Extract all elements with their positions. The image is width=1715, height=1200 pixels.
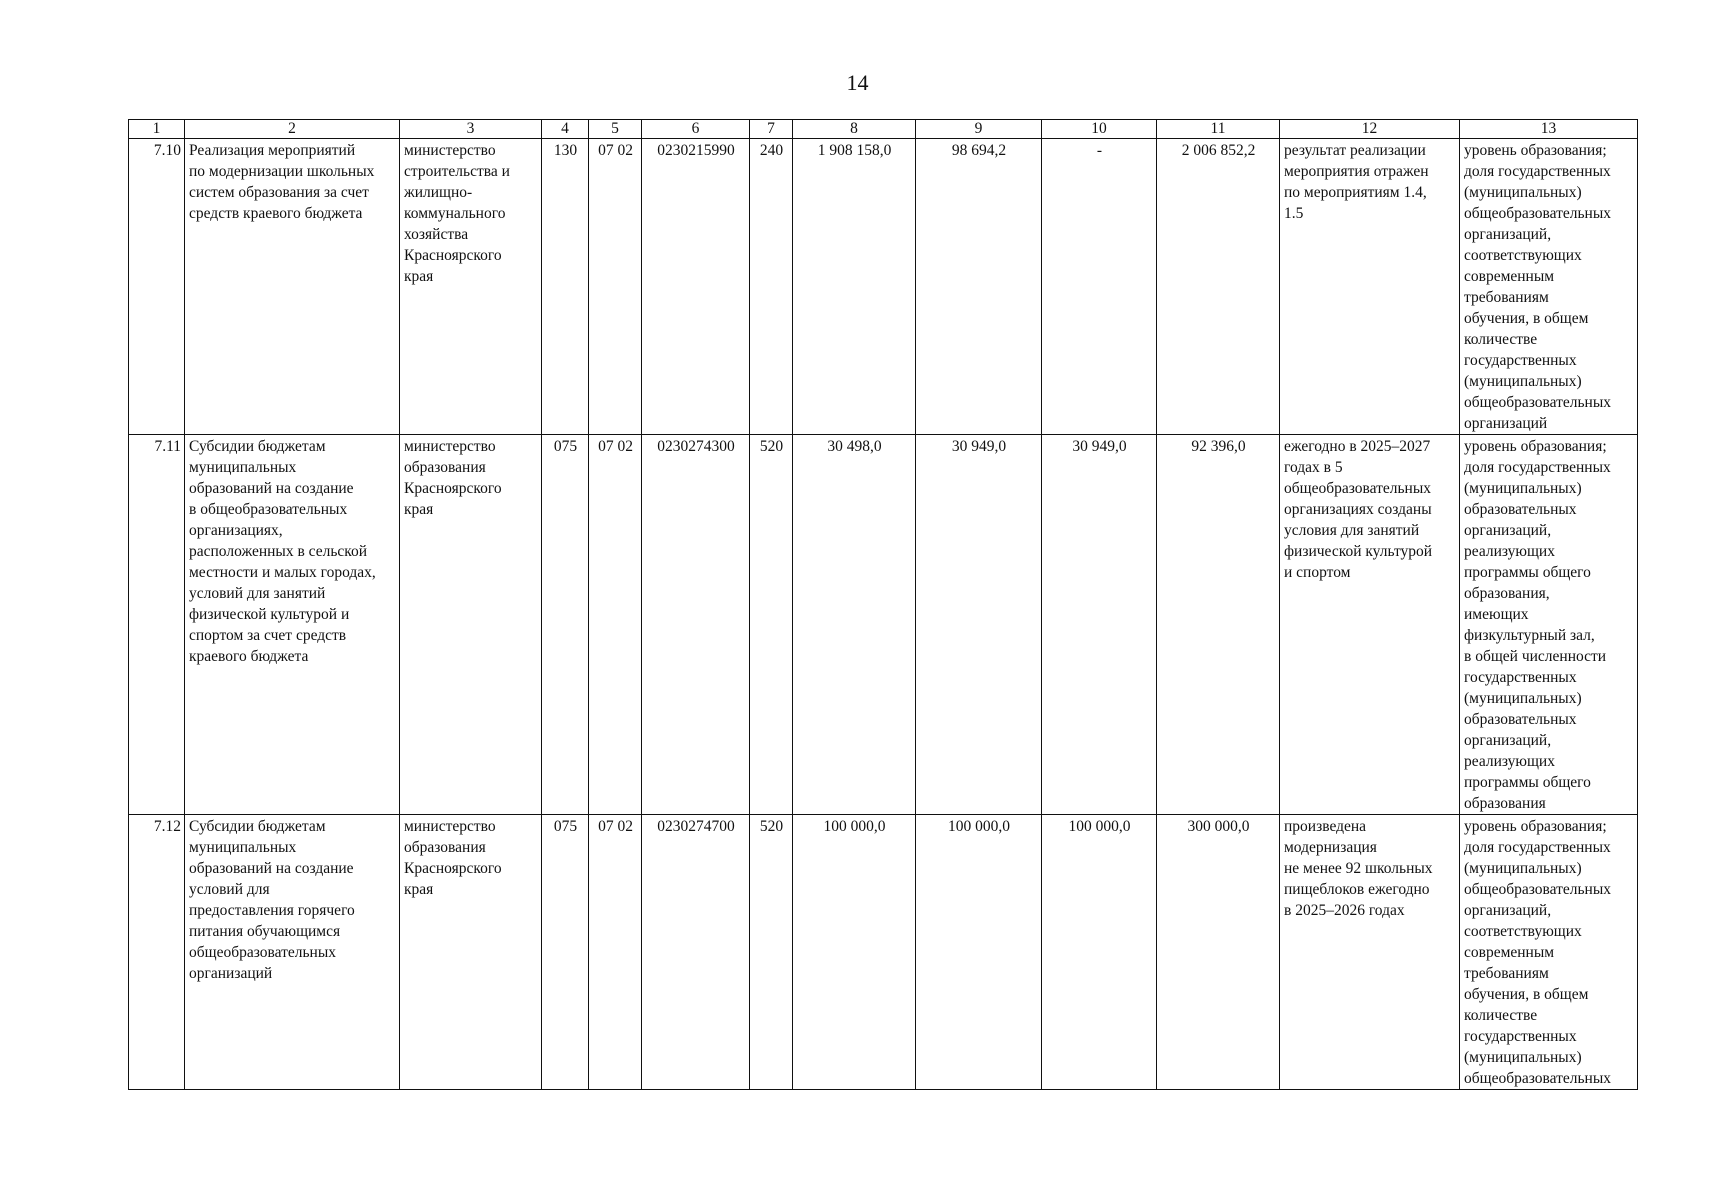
column-header: 1 [129, 120, 185, 139]
cell-expense-type-code: 520 [750, 435, 793, 815]
text-line: организациях созданы [1284, 501, 1432, 518]
text-line: образования [404, 839, 486, 856]
text-line: (муниципальных) [1464, 373, 1582, 390]
column-header: 2 [185, 120, 400, 139]
text-line: модернизация [1284, 839, 1377, 856]
text-line: образовательных [1464, 501, 1577, 518]
cell-item-number: 7.11 [129, 435, 185, 815]
text-line: результат реализации [1284, 142, 1426, 159]
cell-amount-col-9: 30 949,0 [916, 435, 1042, 815]
text-line: организаций [189, 965, 273, 982]
text-line: физической культурой [1284, 543, 1433, 560]
text-line: Красноярского [404, 247, 502, 264]
text-line: обучения, в общем [1464, 986, 1589, 1003]
text-line: общеобразовательных [189, 944, 337, 961]
text-line: доля государственных [1464, 163, 1611, 180]
page-number: 14 [846, 70, 869, 95]
table-row [129, 815, 1638, 1090]
text-line: образовательных [1464, 711, 1577, 728]
table-row [129, 139, 1638, 435]
cell-amount-col-8: 1 908 158,0 [793, 139, 916, 435]
text-line: организаций [1464, 415, 1548, 432]
text-line: образования [404, 459, 486, 476]
text-line: программы общего [1464, 564, 1591, 581]
text-line: образования, [1464, 585, 1550, 602]
column-header: 3 [400, 120, 542, 139]
cell-section-code: 07 02 [589, 139, 642, 435]
text-line: ежегодно в 2025–2027 [1284, 438, 1431, 455]
text-line: требованиям [1464, 289, 1549, 306]
text-line: 1.5 [1284, 205, 1304, 222]
text-line: мероприятия отражен [1284, 163, 1429, 180]
text-line: уровень образования; [1464, 438, 1607, 455]
cell-activity-name [185, 815, 400, 1090]
text-line: соответствующих [1464, 247, 1582, 264]
text-line: муниципальных [189, 839, 297, 856]
text-line: и спортом [1284, 564, 1351, 581]
cell-amount-col-10: 100 000,0 [1042, 815, 1157, 1090]
text-line: организациях, [189, 522, 283, 539]
text-line: обучения, в общем [1464, 310, 1589, 327]
cell-activity-name [185, 139, 400, 435]
cell-indicator [1460, 435, 1638, 815]
column-header: 9 [916, 120, 1042, 139]
text-line: краевого бюджета [189, 648, 309, 665]
text-line: годах в 5 [1284, 459, 1343, 476]
text-line: (муниципальных) [1464, 690, 1582, 707]
text-line: современным [1464, 944, 1555, 961]
text-line: физической культурой и [189, 606, 350, 623]
cell-amount-col-10: - [1042, 139, 1157, 435]
text-line: Красноярского [404, 860, 502, 877]
cell-executor [400, 435, 542, 815]
cell-expense-type-code: 520 [750, 815, 793, 1090]
cell-expected-result [1280, 815, 1460, 1090]
text-line: средств краевого бюджета [189, 205, 363, 222]
cell-indicator [1460, 815, 1638, 1090]
text-line: государственных [1464, 669, 1577, 686]
column-header: 7 [750, 120, 793, 139]
text-line: по модернизации школьных [189, 163, 375, 180]
text-line: Субсидии бюджетам [189, 818, 326, 835]
column-header: 13 [1460, 120, 1638, 139]
text-line: доля государственных [1464, 839, 1611, 856]
text-line: имеющих [1464, 606, 1529, 623]
table-header-row [129, 120, 1638, 139]
cell-target-article-code: 0230215990 [642, 139, 750, 435]
text-line: Субсидии бюджетам [189, 438, 326, 455]
text-line: по мероприятиям 1.4, [1284, 184, 1427, 201]
text-line: (муниципальных) [1464, 184, 1582, 201]
cell-target-article-code: 0230274300 [642, 435, 750, 815]
cell-grbs-code: 075 [542, 435, 589, 815]
text-line: расположенных в сельской [189, 543, 368, 560]
text-line: программы общего [1464, 774, 1591, 791]
text-line: соответствующих [1464, 923, 1582, 940]
text-line: муниципальных [189, 459, 297, 476]
text-line: образований на создание [189, 480, 354, 497]
text-line: министерство [404, 818, 496, 835]
text-line: Реализация мероприятий [189, 142, 356, 159]
cell-amount-col-11: 300 000,0 [1157, 815, 1280, 1090]
text-line: коммунального [404, 205, 506, 222]
program-table [128, 119, 1638, 1090]
cell-expected-result [1280, 435, 1460, 815]
column-header: 4 [542, 120, 589, 139]
cell-amount-col-9: 100 000,0 [916, 815, 1042, 1090]
text-line: (муниципальных) [1464, 1049, 1582, 1066]
text-line: условий для занятий [189, 585, 326, 602]
text-line: количестве [1464, 331, 1538, 348]
text-line: условия для занятий [1284, 522, 1420, 539]
text-line: края [404, 881, 434, 898]
text-line: реализующих [1464, 543, 1555, 560]
table-body [129, 139, 1638, 1090]
cell-activity-name [185, 435, 400, 815]
text-line: общеобразовательных [1464, 881, 1612, 898]
text-line: в общеобразовательных [189, 501, 348, 518]
text-line: (муниципальных) [1464, 480, 1582, 497]
text-line: общеобразовательных [1464, 205, 1612, 222]
cell-amount-col-8: 30 498,0 [793, 435, 916, 815]
text-line: пищеблоков ежегодно [1284, 881, 1430, 898]
text-line: министерство [404, 142, 496, 159]
text-line: государственных [1464, 352, 1577, 369]
cell-section-code: 07 02 [589, 435, 642, 815]
cell-target-article-code: 0230274700 [642, 815, 750, 1090]
text-line: образования [1464, 795, 1546, 812]
text-line: образований на создание [189, 860, 354, 877]
cell-expense-type-code: 240 [750, 139, 793, 435]
text-line: условий для [189, 881, 270, 898]
column-header: 5 [589, 120, 642, 139]
cell-amount-col-8: 100 000,0 [793, 815, 916, 1090]
column-header: 12 [1280, 120, 1460, 139]
text-line: хозяйства [404, 226, 469, 243]
text-line: реализующих [1464, 753, 1555, 770]
text-line: предоставления горячего [189, 902, 355, 919]
text-line: общеобразовательных [1464, 1070, 1612, 1087]
text-line: организаций, [1464, 732, 1552, 749]
cell-executor [400, 139, 542, 435]
column-header: 8 [793, 120, 916, 139]
cell-item-number: 7.12 [129, 815, 185, 1090]
text-line: современным [1464, 268, 1555, 285]
text-line: жилищно- [404, 184, 473, 201]
text-line: в 2025–2026 годах [1284, 902, 1405, 919]
text-line: строительства и [404, 163, 510, 180]
cell-item-number: 7.10 [129, 139, 185, 435]
text-line: министерство [404, 438, 496, 455]
cell-grbs-code: 130 [542, 139, 589, 435]
column-header: 11 [1157, 120, 1280, 139]
text-line: организаций, [1464, 522, 1552, 539]
text-line: не менее 92 школьных [1284, 860, 1433, 877]
cell-indicator [1460, 139, 1638, 435]
text-line: физкультурный зал, [1464, 627, 1595, 644]
text-line: систем образования за счет [189, 184, 369, 201]
text-line: государственных [1464, 1028, 1577, 1045]
text-line: уровень образования; [1464, 142, 1607, 159]
table-row [129, 435, 1638, 815]
cell-section-code: 07 02 [589, 815, 642, 1090]
text-line: местности и малых городах, [189, 564, 376, 581]
cell-executor [400, 815, 542, 1090]
text-line: спортом за счет средств [189, 627, 347, 644]
text-line: уровень образования; [1464, 818, 1607, 835]
text-line: организаций, [1464, 226, 1552, 243]
text-line: (муниципальных) [1464, 860, 1582, 877]
text-line: организаций, [1464, 902, 1552, 919]
cell-amount-col-9: 98 694,2 [916, 139, 1042, 435]
text-line: произведена [1284, 818, 1367, 835]
cell-amount-col-10: 30 949,0 [1042, 435, 1157, 815]
text-line: общеобразовательных [1464, 394, 1612, 411]
text-line: требованиям [1464, 965, 1549, 982]
text-line: Красноярского [404, 480, 502, 497]
column-header: 6 [642, 120, 750, 139]
text-line: в общей численности [1464, 648, 1607, 665]
text-line: количестве [1464, 1007, 1538, 1024]
cell-expected-result [1280, 139, 1460, 435]
text-line: общеобразовательных [1284, 480, 1432, 497]
text-line: питания обучающимся [189, 923, 341, 940]
cell-grbs-code: 075 [542, 815, 589, 1090]
cell-amount-col-11: 92 396,0 [1157, 435, 1280, 815]
text-line: края [404, 501, 434, 518]
text-line: доля государственных [1464, 459, 1611, 476]
column-header: 10 [1042, 120, 1157, 139]
cell-amount-col-11: 2 006 852,2 [1157, 139, 1280, 435]
text-line: края [404, 268, 434, 285]
